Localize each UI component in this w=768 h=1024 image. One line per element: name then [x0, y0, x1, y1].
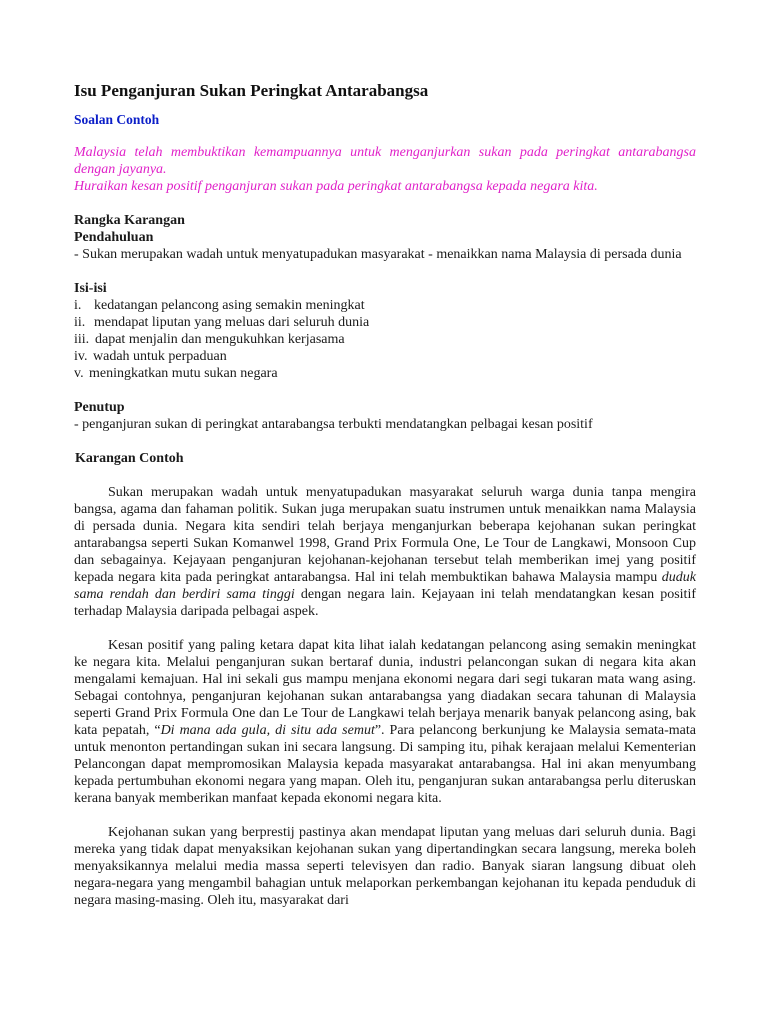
isi-list: [74, 297, 696, 382]
list-item-text: dapat menjalin dan mengukuhkan kerjasama: [95, 332, 345, 347]
essay-paragraph-1-idiom: duduk sama rendah dan berdiri sama tinggi: [74, 570, 696, 602]
list-item: [74, 314, 696, 331]
penutup-heading: Penutup: [74, 400, 125, 415]
list-item-text: wadah untuk perpaduan: [93, 349, 227, 364]
pendahuluan-text: - Sukan merupakan wadah untuk menyatupadukan masyarakat - menaikkan nama Malaysia di persada dunia: [74, 247, 682, 262]
essay-paragraph-2-text-a: Kesan positif yang paling ketara dapat kita lihat ialah kedatangan pelancong asing semakin meningkat ke negara kita. Melalui penganjuran sukan bertaraf dunia, industri pelancongan sukan di negara kita akan mengalami kemajuan. Hal ini sekali gus mampu menjana ekonomi negara dari segi tukaran mata wang asing. Sebagai contohnya, penganjuran kejohanan sukan antarabangsa yang diadakan secara tahunan di Malaysia seperti Grand Prix Formula One dan Le Tour de Langkawi telah berjaya menarik banyak pelancong asing, bak kata pepatah, “: [74, 638, 696, 738]
question-block: [74, 144, 696, 195]
list-item-text: kedatangan pelancong asing semakin meningkat: [94, 298, 365, 313]
list-item: [74, 331, 696, 348]
list-item-number: iii.: [74, 332, 90, 347]
karangan-heading: Karangan Contoh: [75, 451, 184, 466]
list-item-text: meningkatkan mutu sukan negara: [89, 366, 278, 381]
list-item-number: i.: [74, 298, 82, 313]
essay-paragraph-2: [74, 637, 696, 807]
isi-heading: Isi-isi: [74, 281, 107, 296]
list-item-number: v.: [74, 366, 84, 381]
rangka-heading: Rangka Karangan: [74, 213, 185, 228]
essay-paragraph-1-text-a: Sukan merupakan wadah untuk menyatupadukan masyarakat seluruh warga dunia tanpa mengira bangsa, agama dan fahaman politik. Sukan juga merupakan suatu instrumen untuk menaikkan nama Malaysia di persada dunia. Negara kita sendiri telah berjaya menganjurkan beberapa kejohanan sukan peringkat antarabangsa seperti Sukan Komanwel 1998, Grand Prix Formula One, Le Tour de Langkawi, Monsoon Cup dan sebagainya. Kejayaan penganjuran kejohanan-kejohanan tersebut telah memberikan imej yang positif kepada negara kita pada peringkat antarabangsa. Hal ini telah membuktikan bahawa Malaysia mampu: [74, 485, 696, 585]
list-item-text: mendapat liputan yang meluas dari seluruh dunia: [94, 315, 370, 330]
essay-paragraph-1: [74, 484, 696, 620]
document-title: Isu Penganjuran Sukan Peringkat Antarabangsa: [74, 81, 429, 100]
question-line-1: Malaysia telah membuktikan kemampuannya untuk menganjurkan sukan pada peringkat antarabangsa dengan jayanya.: [74, 145, 696, 177]
soalan-contoh-label: Soalan Contoh: [74, 112, 160, 127]
essay-paragraph-3: Kejohanan sukan yang berprestij pastinya akan mendapat liputan yang meluas dari seluruh dunia. Bagi mereka yang tidak dapat menyaksikan kejohanan sukan yang dipertandingkan secara langsung, mereka boleh menyaksikannya melalui media massa seperti televisyen dan radio. Banyak siaran langsung dibuat oleh negara-negara yang mengambil bahagian untuk melaporkan perkembangan kejohanan itu kepada penduduk di negara masing-masing. Oleh itu, masyarakat dari: [74, 825, 696, 908]
list-item: [74, 297, 696, 314]
list-item: [74, 365, 696, 382]
list-item-number: iv.: [74, 349, 88, 364]
list-item-number: ii.: [74, 315, 86, 330]
list-item: [74, 348, 696, 365]
pendahuluan-heading: Pendahuluan: [74, 230, 154, 245]
essay-paragraph-2-proverb: Di mana ada gula, di situ ada semut: [160, 723, 375, 738]
essay-paragraph-2-text-b: ”. Para pelancong berkunjung ke Malaysia semata-mata untuk menonton pertandingan sukan ini secara langsung. Di samping itu, pihak kerajaan melalui Kementerian Pelancongan dapat mempromosikan Malaysia kepada masyarakat antarabangsa. Hal ini akan menyumbang kepada pertumbuhan ekonomi negara yang mapan. Oleh itu, penganjuran sukan antarabangsa perlu diteruskan kerana banyak memberikan manfaat kepada ekonomi negara kita.: [74, 723, 696, 806]
question-line-2: Huraikan kesan positif penganjuran sukan pada peringkat antarabangsa kepada negara kita.: [74, 179, 598, 194]
penutup-text: - penganjuran sukan di peringkat antarabangsa terbukti mendatangkan pelbagai kesan positif: [74, 417, 593, 432]
essay-paragraph-1-text-b: dengan negara lain. Kejayaan ini telah mendatangkan kesan positif terhadap Malaysia daripada pelbagai aspek.: [74, 587, 696, 619]
